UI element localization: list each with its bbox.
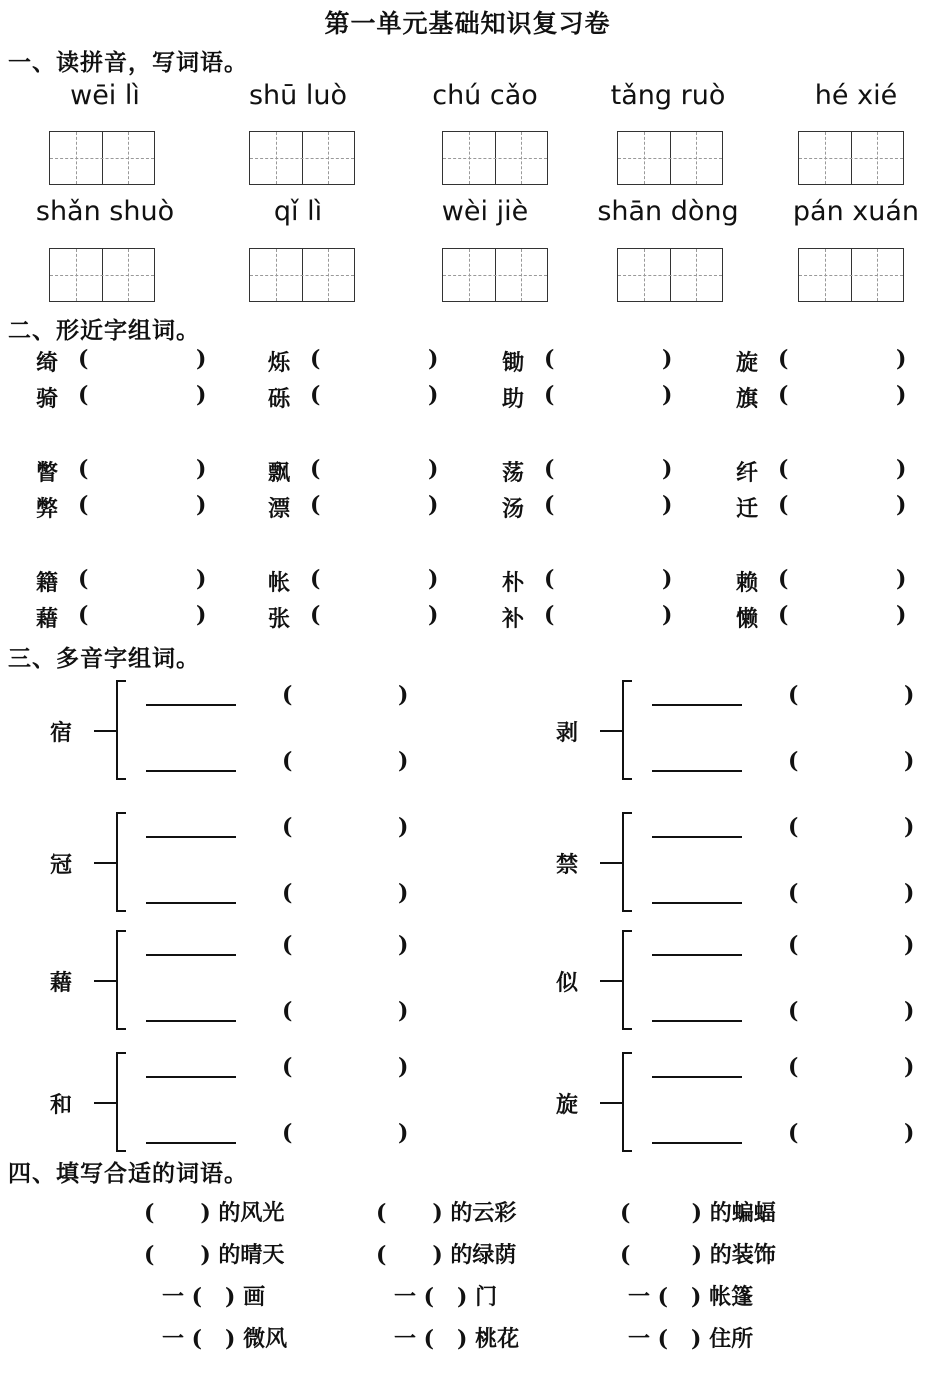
- pinyin-open-paren[interactable]: (: [282, 1120, 293, 1146]
- brace: [622, 1052, 632, 1152]
- pinyin-label: shǎn shuò: [35, 196, 175, 227]
- brace-stub: [94, 980, 118, 982]
- pinyin-open-paren[interactable]: (: [282, 748, 293, 774]
- grid-line: [521, 249, 522, 301]
- char-label: 飘: [268, 460, 291, 486]
- char-label: 弊: [36, 496, 59, 522]
- answer-open-paren[interactable]: (: [310, 566, 321, 592]
- fill-item[interactable]: 一 ( ) 门: [394, 1284, 498, 1310]
- char-label: 助: [502, 386, 525, 412]
- grid-line: [328, 249, 329, 301]
- brace: [116, 680, 126, 780]
- answer-close-paren[interactable]: ): [896, 456, 907, 482]
- writing-grid[interactable]: [442, 131, 548, 185]
- pinyin-close-paren[interactable]: ): [398, 1054, 409, 1080]
- answer-open-paren[interactable]: (: [544, 566, 555, 592]
- answer-close-paren[interactable]: ): [428, 456, 439, 482]
- polyphone-char: 藉: [50, 970, 73, 996]
- answer-close-paren[interactable]: ): [196, 492, 207, 518]
- char-label: 烁: [268, 350, 291, 376]
- pinyin-open-paren[interactable]: (: [788, 932, 799, 958]
- pinyin-close-paren[interactable]: ): [904, 814, 915, 840]
- char-label: 藉: [36, 606, 59, 632]
- polyphone-char: 禁: [556, 852, 579, 878]
- pinyin-close-paren[interactable]: ): [904, 880, 915, 906]
- grid-line: [50, 275, 154, 276]
- brace-stub: [94, 1102, 118, 1104]
- pinyin-label: qǐ lì: [273, 196, 323, 227]
- answer-open-paren[interactable]: (: [778, 566, 789, 592]
- answer-open-paren[interactable]: (: [78, 602, 89, 628]
- grid-line: [50, 158, 154, 159]
- section1-heading: 一、读拼音，写词语。: [8, 49, 248, 76]
- fill-item[interactable]: ( ) 的蝙蝠: [620, 1200, 776, 1226]
- page-title: 第一单元基础知识复习卷: [324, 9, 611, 38]
- pinyin-close-paren[interactable]: ): [398, 682, 409, 708]
- grid-line: [469, 249, 470, 301]
- answer-open-paren[interactable]: (: [78, 492, 89, 518]
- answer-close-paren[interactable]: ): [196, 602, 207, 628]
- grid-line: [644, 132, 645, 184]
- pinyin-close-paren[interactable]: ): [904, 1054, 915, 1080]
- answer-close-paren[interactable]: ): [662, 492, 673, 518]
- grid-line: [443, 158, 547, 159]
- brace: [116, 930, 126, 1030]
- char-label: 荡: [502, 460, 525, 486]
- answer-close-paren[interactable]: ): [196, 566, 207, 592]
- grid-line: [250, 275, 354, 276]
- pinyin-label: shū luò: [248, 80, 347, 111]
- brace-stub: [600, 1102, 624, 1104]
- grid-line: [877, 132, 878, 184]
- fill-item[interactable]: 一 ( ) 帐篷: [628, 1284, 754, 1310]
- word-blank[interactable]: [652, 954, 742, 956]
- word-blank[interactable]: [146, 1020, 236, 1022]
- fill-item[interactable]: 一 ( ) 住所: [628, 1326, 754, 1352]
- word-blank[interactable]: [652, 1076, 742, 1078]
- brace: [622, 812, 632, 912]
- word-blank[interactable]: [146, 902, 236, 904]
- brace: [116, 1052, 126, 1152]
- pinyin-label: tǎng ruò: [610, 80, 726, 111]
- pinyin-close-paren[interactable]: ): [904, 682, 915, 708]
- pinyin-close-paren[interactable]: ): [904, 1120, 915, 1146]
- char-label: 瞥: [36, 460, 59, 486]
- pinyin-open-paren[interactable]: (: [788, 1120, 799, 1146]
- char-label: 旋: [736, 350, 759, 376]
- fill-item[interactable]: 一 ( ) 微风: [162, 1326, 288, 1352]
- answer-close-paren[interactable]: ): [428, 602, 439, 628]
- grid-line: [276, 132, 277, 184]
- pinyin-open-paren[interactable]: (: [282, 814, 293, 840]
- answer-open-paren[interactable]: (: [544, 602, 555, 628]
- grid-line: [618, 158, 722, 159]
- grid-line: [76, 249, 77, 301]
- grid-line: [328, 132, 329, 184]
- grid-line: [825, 249, 826, 301]
- answer-open-paren[interactable]: (: [310, 492, 321, 518]
- answer-close-paren[interactable]: ): [428, 382, 439, 408]
- answer-close-paren[interactable]: ): [428, 566, 439, 592]
- section4-heading: 四、填写合适的词语。: [8, 1160, 248, 1187]
- answer-open-paren[interactable]: (: [78, 566, 89, 592]
- answer-open-paren[interactable]: (: [544, 346, 555, 372]
- char-label: 漂: [268, 496, 291, 522]
- answer-open-paren[interactable]: (: [778, 382, 789, 408]
- grid-line: [443, 275, 547, 276]
- brace-stub: [600, 862, 624, 864]
- pinyin-open-paren[interactable]: (: [282, 682, 293, 708]
- fill-item[interactable]: ( ) 的绿荫: [376, 1242, 517, 1268]
- char-label: 补: [502, 606, 525, 632]
- answer-open-paren[interactable]: (: [78, 346, 89, 372]
- fill-item[interactable]: ( ) 的风光: [144, 1200, 285, 1226]
- answer-open-paren[interactable]: (: [310, 382, 321, 408]
- pinyin-label: wèi jiè: [441, 196, 529, 227]
- word-blank[interactable]: [652, 1142, 742, 1144]
- grid-line: [696, 132, 697, 184]
- answer-close-paren[interactable]: ): [428, 346, 439, 372]
- grid-line: [128, 132, 129, 184]
- answer-close-paren[interactable]: ): [896, 382, 907, 408]
- grid-line: [877, 249, 878, 301]
- pinyin-open-paren[interactable]: (: [788, 682, 799, 708]
- grid-line: [250, 158, 354, 159]
- char-label: 张: [268, 606, 291, 632]
- fill-item[interactable]: 一 ( ) 画: [162, 1284, 266, 1310]
- answer-open-paren[interactable]: (: [78, 382, 89, 408]
- char-label: 纤: [736, 460, 759, 486]
- word-blank[interactable]: [146, 1142, 236, 1144]
- brace-stub: [600, 730, 624, 732]
- word-blank[interactable]: [146, 954, 236, 956]
- pinyin-open-paren[interactable]: (: [282, 880, 293, 906]
- polyphone-char: 旋: [556, 1092, 579, 1118]
- pinyin-open-paren[interactable]: (: [788, 998, 799, 1024]
- answer-close-paren[interactable]: ): [662, 566, 673, 592]
- char-label: 汤: [502, 496, 525, 522]
- char-label: 朴: [502, 570, 525, 596]
- fill-item[interactable]: ( ) 的云彩: [376, 1200, 517, 1226]
- pinyin-close-paren[interactable]: ): [904, 748, 915, 774]
- brace: [622, 930, 632, 1030]
- writing-grid[interactable]: [49, 131, 155, 185]
- grid-line: [799, 158, 903, 159]
- polyphone-char: 剥: [556, 720, 579, 746]
- grid-line: [521, 132, 522, 184]
- writing-grid[interactable]: [798, 131, 904, 185]
- fill-item[interactable]: ( ) 的装饰: [620, 1242, 776, 1268]
- answer-open-paren[interactable]: (: [544, 492, 555, 518]
- answer-open-paren[interactable]: (: [778, 602, 789, 628]
- answer-close-paren[interactable]: ): [662, 382, 673, 408]
- writing-grid[interactable]: [249, 131, 355, 185]
- answer-close-paren[interactable]: ): [662, 602, 673, 628]
- fill-item[interactable]: ( ) 的晴天: [144, 1242, 285, 1268]
- polyphone-char: 似: [556, 970, 579, 996]
- grid-line: [799, 275, 903, 276]
- char-label: 籍: [36, 570, 59, 596]
- answer-close-paren[interactable]: ): [428, 492, 439, 518]
- grid-line: [644, 249, 645, 301]
- answer-open-paren[interactable]: (: [78, 456, 89, 482]
- brace: [622, 680, 632, 780]
- answer-open-paren[interactable]: (: [544, 456, 555, 482]
- char-label: 骑: [36, 386, 59, 412]
- pinyin-open-paren[interactable]: (: [788, 748, 799, 774]
- pinyin-label: pán xuán: [792, 196, 920, 227]
- word-blank[interactable]: [652, 1020, 742, 1022]
- word-blank[interactable]: [652, 836, 742, 838]
- answer-close-paren[interactable]: ): [196, 456, 207, 482]
- answer-close-paren[interactable]: ): [896, 346, 907, 372]
- writing-grid[interactable]: [249, 248, 355, 302]
- char-label: 绮: [36, 350, 59, 376]
- writing-grid[interactable]: [442, 248, 548, 302]
- char-label: 旗: [736, 386, 759, 412]
- section2-heading: 二、形近字组词。: [8, 317, 200, 344]
- answer-open-paren[interactable]: (: [544, 382, 555, 408]
- fill-item[interactable]: 一 ( ) 桃花: [394, 1326, 520, 1352]
- answer-close-paren[interactable]: ): [196, 382, 207, 408]
- polyphone-char: 和: [50, 1092, 73, 1118]
- pinyin-close-paren[interactable]: ): [398, 1120, 409, 1146]
- pinyin-close-paren[interactable]: ): [398, 748, 409, 774]
- pinyin-label: wēi lì: [70, 80, 140, 111]
- grid-line: [825, 132, 826, 184]
- answer-close-paren[interactable]: ): [896, 602, 907, 628]
- word-blank[interactable]: [652, 704, 742, 706]
- polyphone-char: 冠: [50, 852, 73, 878]
- brace-stub: [600, 980, 624, 982]
- pinyin-label: hé xié: [814, 80, 898, 111]
- answer-open-paren[interactable]: (: [778, 456, 789, 482]
- char-label: 锄: [502, 350, 525, 376]
- answer-open-paren[interactable]: (: [310, 346, 321, 372]
- writing-grid[interactable]: [798, 248, 904, 302]
- brace-stub: [94, 730, 118, 732]
- word-blank[interactable]: [146, 836, 236, 838]
- grid-line: [618, 275, 722, 276]
- grid-line: [76, 132, 77, 184]
- pinyin-close-paren[interactable]: ): [904, 998, 915, 1024]
- answer-close-paren[interactable]: ): [896, 492, 907, 518]
- grid-line: [128, 249, 129, 301]
- grid-line: [469, 132, 470, 184]
- answer-close-paren[interactable]: ): [662, 456, 673, 482]
- pinyin-open-paren[interactable]: (: [788, 1054, 799, 1080]
- pinyin-close-paren[interactable]: ): [398, 880, 409, 906]
- pinyin-open-paren[interactable]: (: [282, 932, 293, 958]
- grid-line: [696, 249, 697, 301]
- word-blank[interactable]: [652, 770, 742, 772]
- answer-open-paren[interactable]: (: [310, 602, 321, 628]
- writing-grid[interactable]: [49, 248, 155, 302]
- answer-close-paren[interactable]: ): [896, 566, 907, 592]
- pinyin-open-paren[interactable]: (: [282, 1054, 293, 1080]
- pinyin-close-paren[interactable]: ): [904, 932, 915, 958]
- writing-grid[interactable]: [617, 131, 723, 185]
- writing-grid[interactable]: [617, 248, 723, 302]
- word-blank[interactable]: [652, 902, 742, 904]
- section3-heading: 三、多音字组词。: [8, 645, 200, 672]
- pinyin-open-paren[interactable]: (: [788, 814, 799, 840]
- char-label: 帐: [268, 570, 291, 596]
- pinyin-label: chú cǎo: [432, 80, 538, 111]
- pinyin-open-paren[interactable]: (: [282, 998, 293, 1024]
- pinyin-close-paren[interactable]: ): [398, 932, 409, 958]
- pinyin-open-paren[interactable]: (: [788, 880, 799, 906]
- answer-close-paren[interactable]: ): [196, 346, 207, 372]
- char-label: 砾: [268, 386, 291, 412]
- word-blank[interactable]: [146, 1076, 236, 1078]
- word-blank[interactable]: [146, 770, 236, 772]
- word-blank[interactable]: [146, 704, 236, 706]
- answer-open-paren[interactable]: (: [310, 456, 321, 482]
- pinyin-close-paren[interactable]: ): [398, 814, 409, 840]
- char-label: 赖: [736, 570, 759, 596]
- answer-open-paren[interactable]: (: [778, 346, 789, 372]
- answer-open-paren[interactable]: (: [778, 492, 789, 518]
- brace-stub: [94, 862, 118, 864]
- pinyin-close-paren[interactable]: ): [398, 998, 409, 1024]
- answer-close-paren[interactable]: ): [662, 346, 673, 372]
- brace: [116, 812, 126, 912]
- polyphone-char: 宿: [50, 720, 73, 746]
- pinyin-label: shān dòng: [597, 196, 739, 227]
- grid-line: [276, 249, 277, 301]
- char-label: 懒: [736, 606, 759, 632]
- char-label: 迁: [736, 496, 759, 522]
